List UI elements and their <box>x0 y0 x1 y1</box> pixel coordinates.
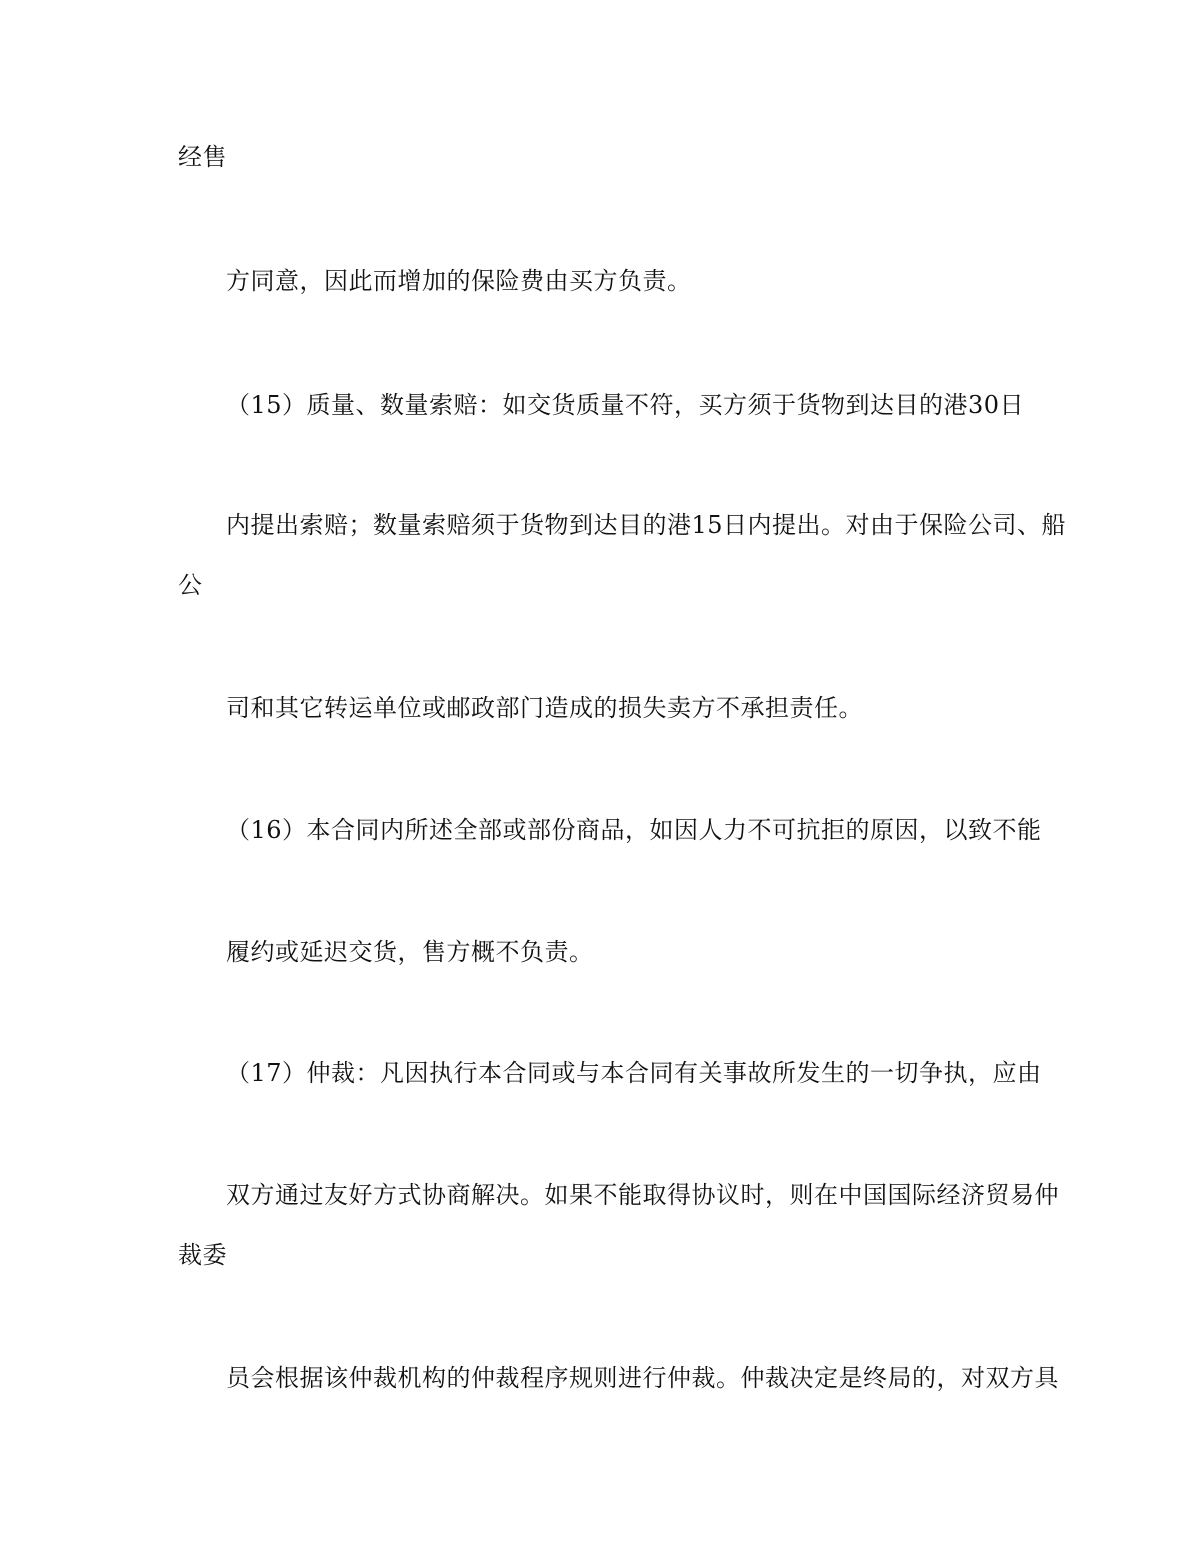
clause-17-heading-line: （17）仲裁：凡因执行本合同或与本合同有关事故所发生的一切争执，应由 <box>226 1059 1042 1087</box>
text-line: 司和其它转运单位或邮政部门造成的损失卖方不承担责任。 <box>226 694 863 722</box>
text-line: 裁委 <box>178 1241 227 1269</box>
text-line: 员会根据该仲裁机构的仲裁程序规则进行仲裁。仲裁决定是终局的，对双方具 <box>226 1364 1059 1392</box>
text-line: 双方通过友好方式协商解决。如果不能取得协议时，则在中国国际经济贸易仲 <box>226 1181 1059 1209</box>
text-line: 经售 <box>178 143 227 171</box>
text-line: 内提出索赔；数量索赔须于货物到达目的港15日内提出。对由于保险公司、船 <box>226 511 1067 539</box>
text-line: 履约或延迟交货，售方概不负责。 <box>226 938 594 966</box>
clause-16-heading-line: （16）本合同内所述全部或部份商品，如因人力不可抗拒的原因，以致不能 <box>226 816 1042 844</box>
clause-15-heading-line: （15）质量、数量索赔：如交货质量不符，买方须于货物到达目的港30日 <box>226 391 1025 419</box>
text-line: 方同意，因此而增加的保险费由买方负责。 <box>226 267 692 295</box>
text-line: 公 <box>178 571 203 599</box>
